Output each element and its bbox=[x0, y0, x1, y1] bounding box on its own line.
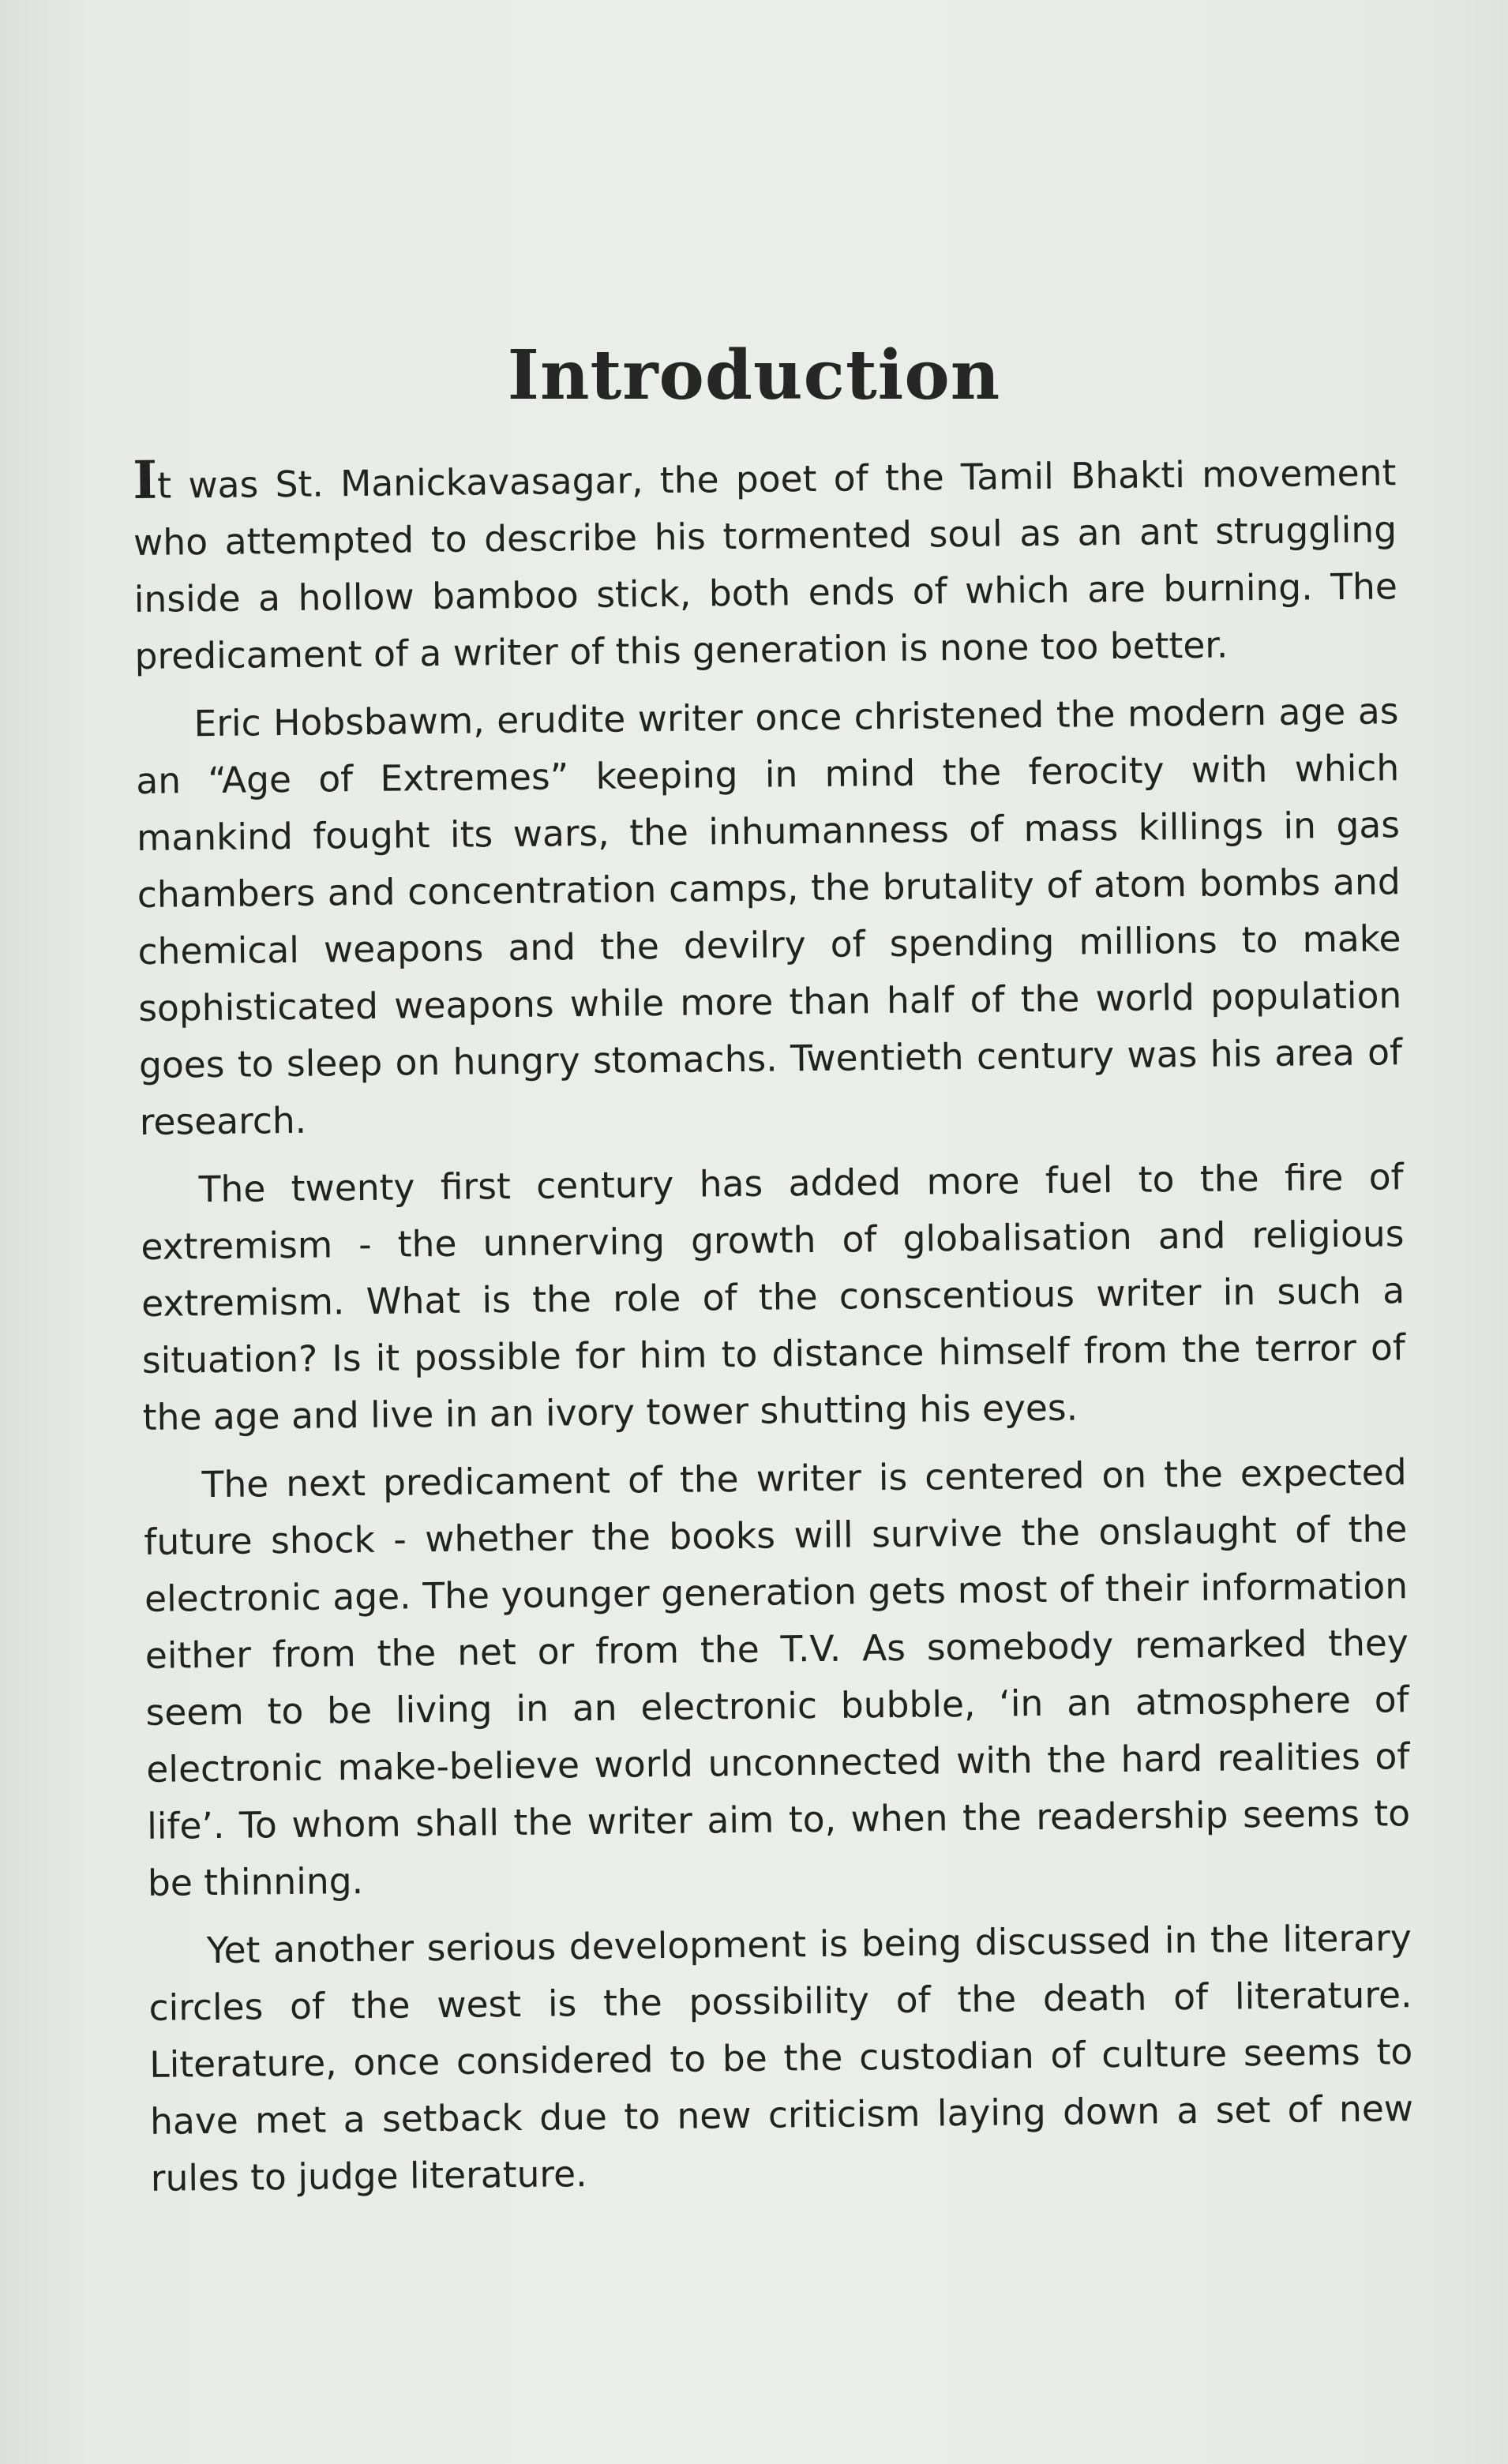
paragraph-5: Yet another serious development is being discussed in the literary circles of the west is the possibility of the death of literature. Literature, once considered to be the custodian of culture seems to have met a setback due to new criticism laying down a set of new rules to judge literature. bbox=[148, 1917, 1414, 2200]
drop-cap: I bbox=[132, 448, 158, 511]
paragraph-1-text: t was St. Manickavasagar, the poet of the Tamil Bhakti movement who attempted to describe his tormented soul as an ant struggling inside a hollow bamboo stick, both ends of which are burning. The predicament of a writer of this generation is none too better. bbox=[133, 452, 1398, 677]
paragraph-1 bbox=[133, 444, 1398, 685]
paragraph-4: The next predicament of the writer is centered on the expected future shock - whether the books will survive the onslaught of the electronic age. The younger generation gets most of their information either from the net or from the T.V. As somebody remarked they seem to be living in an electronic bubble, ‘in an atmosphere of electronic make-believe world unconnected with the hard realities of life’. To whom shall the writer aim to, when the readership seems to be thinning. bbox=[144, 1451, 1411, 1904]
paragraph-3: The twenty first century has added more fuel to the fire of extremism - the unnerving growth of globalisation and religious extremism. What is the role of the conscentious writer in such a situation? Is it possible for him to distance himself from the terror of the age and live in an ivory tower shutting his eyes. bbox=[141, 1156, 1406, 1438]
paragraph-2: Eric Hobsbawm, erudite writer once christened the modern age as an “Age of Extremes” keeping in mind the ferocity with which mankind fought its wars, the inhumanness of mass killings in gas chambers and concentration camps, the brutality of atom bombs and chemical weapons and the devilry of spending millions to make sophisticated weapons while more than half of the world population goes to sleep on hungry stomachs. Twentieth century was his area of research. bbox=[136, 690, 1403, 1143]
chapter-title: Introduction bbox=[507, 336, 1001, 415]
body-text bbox=[133, 444, 1414, 2218]
